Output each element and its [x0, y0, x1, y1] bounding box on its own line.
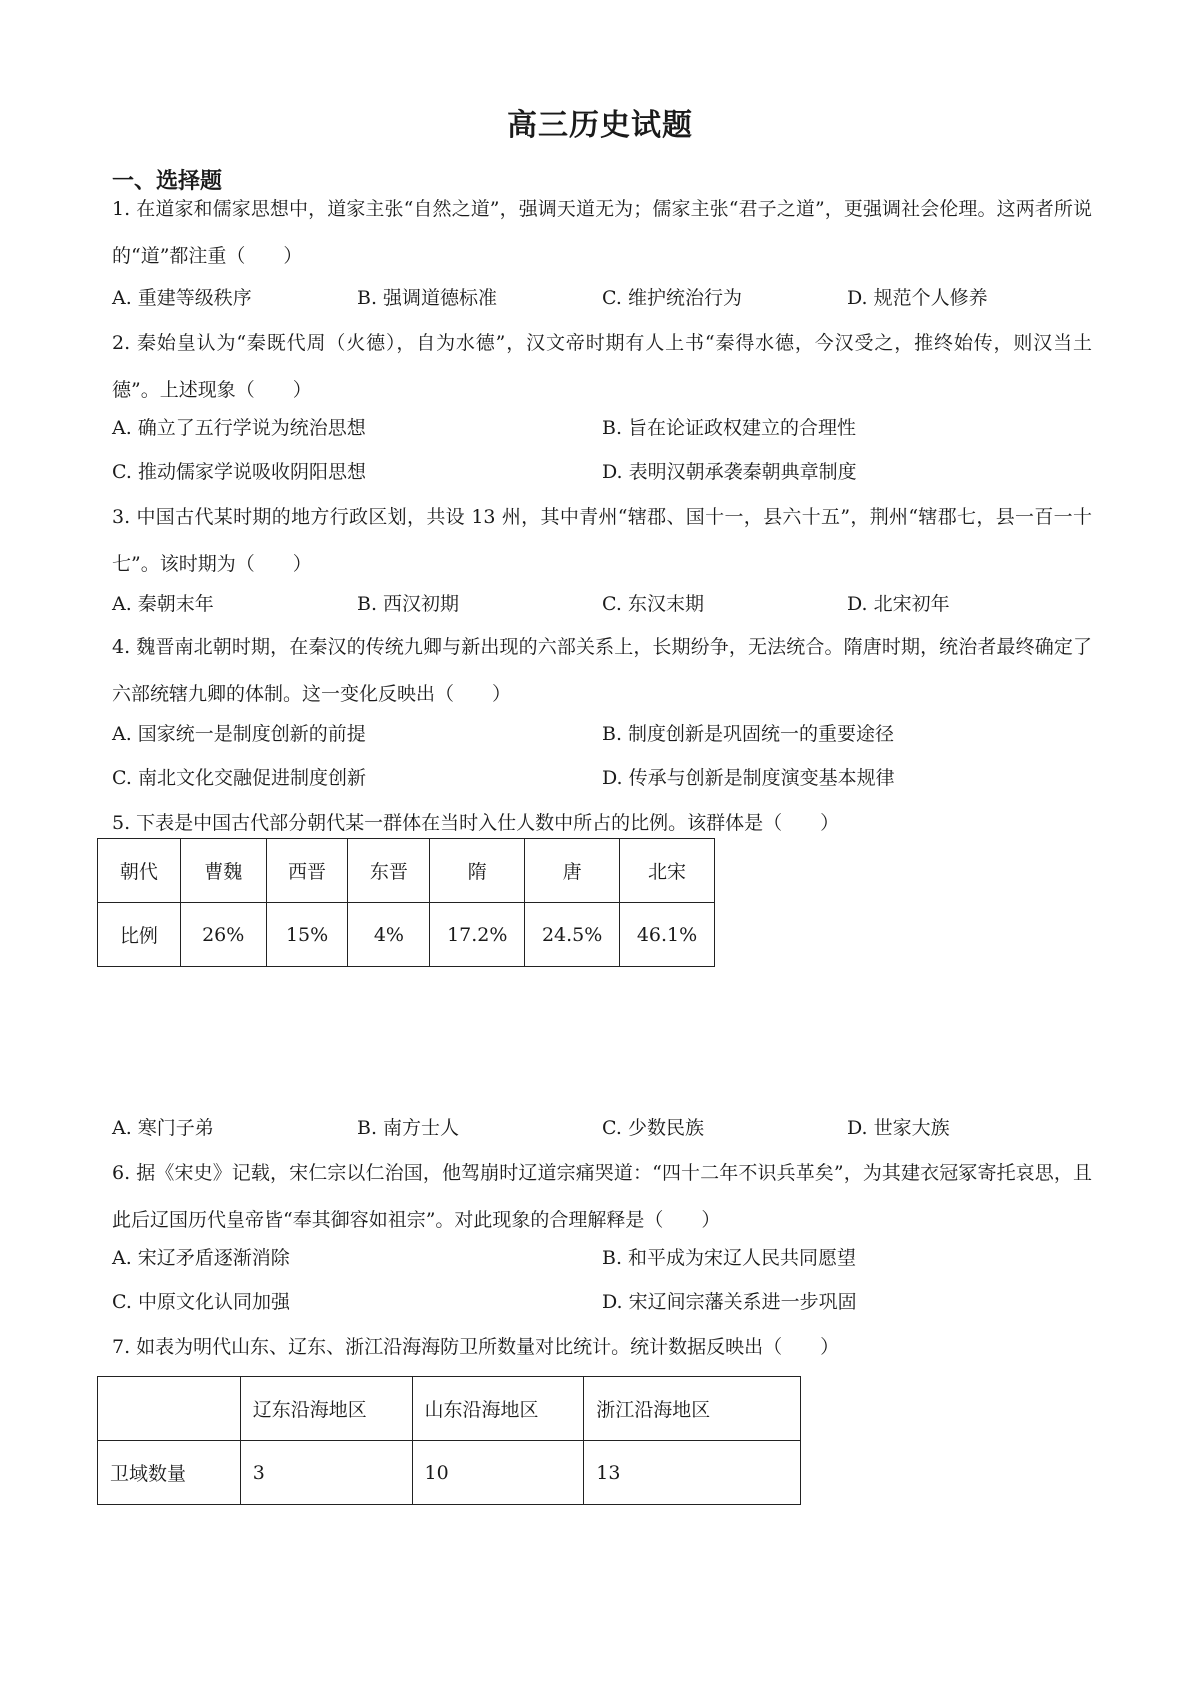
- table-row: [98, 839, 715, 903]
- question-stem-6: 6. 据《宋史》记载，宋仁宗以仁治国，他驾崩时辽道宗痛哭道：“四十二年不识兵革矣”，为其建衣冠冢寄托哀思，且此后辽国历代皇帝皆“奉其御容如祖宗”。对此现象的合理解释是（ ）: [112, 1162, 1092, 1231]
- question-stem-1: 1. 在道家和儒家思想中，道家主张“自然之道”，强调天道无为；儒家主张“君子之道”，更强调社会伦理。这两者所说的“道”都注重（ ）: [112, 198, 1092, 267]
- option-c[interactable]: C. 东汉末期: [602, 593, 704, 615]
- table-row: [98, 1441, 801, 1505]
- option-a[interactable]: A. 秦朝末年: [112, 593, 214, 615]
- option-b[interactable]: B. 旨在论证政权建立的合理性: [602, 417, 857, 439]
- table-header-cell: [98, 1377, 241, 1441]
- question-stem-2: 2. 秦始皇认为“秦既代周（火德），自为水德”，汉文帝时期有人上书“秦得水德，今汉受之，推终始传，则汉当土德”。上述现象（ ）: [112, 332, 1092, 401]
- options-q6-row2: [112, 1287, 1092, 1315]
- option-a[interactable]: A. 确立了五行学说为统治思想: [112, 417, 366, 439]
- table-header-cell: 浙江沿海地区: [584, 1377, 801, 1441]
- table-cell: 46.1%: [620, 903, 715, 967]
- option-d[interactable]: D. 世家大族: [847, 1117, 950, 1139]
- option-b[interactable]: B. 和平成为宋辽人民共同愿望: [602, 1247, 857, 1269]
- options-q4: [112, 719, 1092, 747]
- table-header-cell: 曹魏: [180, 839, 266, 903]
- table-cell: 卫域数量: [98, 1441, 241, 1505]
- table-cell: 24.5%: [525, 903, 620, 967]
- table-row: [98, 903, 715, 967]
- table-header-cell: 唐: [525, 839, 620, 903]
- table-header-cell: 北宋: [620, 839, 715, 903]
- table-cell: 15%: [266, 903, 348, 967]
- option-a[interactable]: A. 寒门子弟: [112, 1117, 214, 1139]
- table-header-cell: 山东沿海地区: [412, 1377, 584, 1441]
- option-c[interactable]: C. 少数民族: [602, 1117, 704, 1139]
- option-c[interactable]: C. 维护统治行为: [602, 287, 742, 309]
- option-b[interactable]: B. 制度创新是巩固统一的重要途径: [602, 723, 895, 745]
- option-d[interactable]: D. 表明汉朝承袭秦朝典章制度: [602, 461, 857, 483]
- table-header-cell: 辽东沿海地区: [240, 1377, 412, 1441]
- option-d[interactable]: D. 传承与创新是制度演变基本规律: [602, 767, 895, 789]
- options-q1: [112, 283, 1092, 311]
- option-b[interactable]: B. 南方士人: [357, 1117, 460, 1139]
- option-a[interactable]: A. 宋辽矛盾逐渐消除: [112, 1247, 290, 1269]
- table-cell: 13: [584, 1441, 801, 1505]
- table-cell: 3: [240, 1441, 412, 1505]
- table-header-cell: 朝代: [98, 839, 181, 903]
- page-title: 高三历史试题: [507, 108, 693, 143]
- dynasty-ratio-table: [97, 838, 715, 967]
- section-heading: 一、选择题: [112, 169, 223, 194]
- table-cell: 17.2%: [430, 903, 525, 967]
- question-stem-4: 4. 魏晋南北朝时期，在秦汉的传统九卿与新出现的六部关系上，长期纷争，无法统合。隋唐时期，统治者最终确定了六部统辖九卿的体制。这一变化反映出（ ）: [112, 636, 1092, 705]
- options-q2-row2: [112, 457, 1092, 485]
- coastal-defense-table: [97, 1376, 801, 1505]
- table-cell: 26%: [180, 903, 266, 967]
- option-d[interactable]: D. 宋辽间宗藩关系进一步巩固: [602, 1291, 857, 1313]
- table-header-cell: 西晋: [266, 839, 348, 903]
- options-q2: [112, 413, 1092, 441]
- table-cell: 4%: [348, 903, 430, 967]
- options-q5: [112, 1113, 1092, 1141]
- question-stem-3: 3. 中国古代某时期的地方行政区划，共设 13 州，其中青州“辖郡、国十一，县六十五”，荆州“辖郡七，县一百一十七”。该时期为（ ）: [112, 506, 1092, 575]
- option-c[interactable]: C. 推动儒家学说吸收阴阳思想: [112, 461, 366, 483]
- table-cell: 10: [412, 1441, 584, 1505]
- option-a[interactable]: A. 国家统一是制度创新的前提: [112, 723, 366, 745]
- options-q3: [112, 589, 1092, 617]
- question-stem-5: 5. 下表是中国古代部分朝代某一群体在当时入仕人数中所占的比例。该群体是（ ）: [112, 812, 840, 834]
- option-b[interactable]: B. 西汉初期: [357, 593, 460, 615]
- option-d[interactable]: D. 北宋初年: [847, 593, 950, 615]
- table-row: [98, 1377, 801, 1441]
- options-q4-row2: [112, 763, 1092, 791]
- table-cell: 比例: [98, 903, 181, 967]
- table-header-cell: 东晋: [348, 839, 430, 903]
- option-b[interactable]: B. 强调道德标准: [357, 287, 498, 309]
- options-q6: [112, 1243, 1092, 1271]
- option-a[interactable]: A. 重建等级秩序: [112, 287, 252, 309]
- option-c[interactable]: C. 中原文化认同加强: [112, 1291, 290, 1313]
- option-d[interactable]: D. 规范个人修养: [847, 287, 988, 309]
- question-stem-7: 7. 如表为明代山东、辽东、浙江沿海海防卫所数量对比统计。统计数据反映出（ ）: [112, 1336, 840, 1358]
- table-header-cell: 隋: [430, 839, 525, 903]
- option-c[interactable]: C. 南北文化交融促进制度创新: [112, 767, 366, 789]
